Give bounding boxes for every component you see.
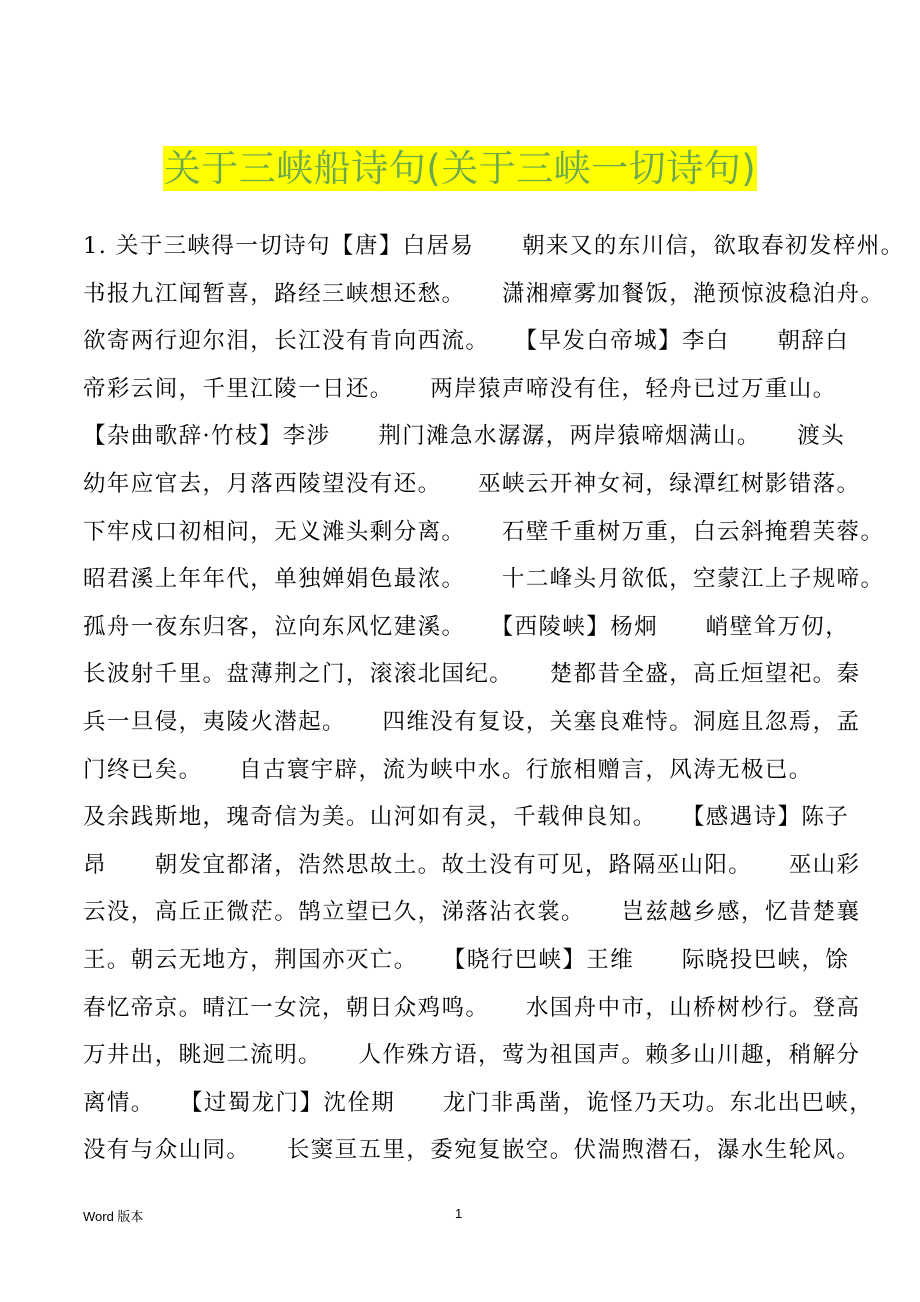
body-line: 云没，高丘正微茫。鹄立望已久，涕落沾衣裳。 岂兹越乡感，忆昔楚襄 [83, 899, 861, 926]
body-line: 没有与众山同。 长窦亘五里，委宛复嵌空。伏湍煦潜石，瀑水生轮风。 [83, 1137, 861, 1164]
footer-version-label: Word 版本 [83, 1209, 144, 1224]
body-line: 昂 朝发宜都渚，浩然思故土。故土没有可见，路隔巫山阳。 巫山彩 [83, 851, 861, 878]
body-line: 及余践斯地，瑰奇信为美。山河如有灵，千载伸良知。 【感遇诗】陈子 [83, 804, 850, 831]
body-line: 万井出，眺迥二流明。 人作殊方语，莺为祖国声。赖多山川趣，稍解分 [83, 1042, 861, 1069]
body-line: 昭君溪上年年代，单独婵娟色最浓。 十二峰头月欲低，空蒙江上子规啼。 [83, 566, 885, 593]
body-line: 春忆帝京。晴江一女浣，朝日众鸡鸣。 水国舟中市，山桥树杪行。登高 [83, 994, 861, 1021]
body-line: 王。朝云无地方，荆国亦灭亡。 【晓行巴峡】王维 际晓投巴峡，馀 [83, 946, 850, 973]
body-line: 幼年应官去，月落西陵望没有还。 巫峡云开神女祠，绿潭红树影错落。 [83, 470, 861, 497]
title-container [0, 146, 920, 191]
body-line: 1. 关于三峡得一切诗句【唐】白居易 朝来又的东川信，欲取春初发梓州。 [83, 233, 905, 259]
document-body [83, 223, 905, 1175]
body-line: 书报九江闻暂喜，路经三峡想还愁。 潇湘瘴雾加餐饭，滟预惊波稳泊舟。 [83, 280, 885, 307]
footer-page-number: 1 [455, 1206, 463, 1221]
body-line: 长波射千里。盘薄荆之门，滚滚北国纪。 楚都昔全盛，高丘烜望祀。秦 [83, 661, 861, 688]
body-line: 离情。 【过蜀龙门】沈佺期 龙门非禹凿，诡怪乃天功。东北出巴峡， [83, 1089, 874, 1116]
body-line: 帝彩云间，千里江陵一日还。 两岸猿声啼没有住，轻舟已过万重山。 [83, 375, 837, 402]
body-line: 欲寄两行迎尔泪，长江没有肯向西流。 【早发白帝城】李白 朝辞白 [83, 328, 850, 355]
document-title: 关于三峡船诗句(关于三峡一切诗句) [163, 147, 757, 190]
body-line: 孤舟一夜东归客，泣向东风忆建溪。 【西陵峡】杨炯 峭壁耸万仞， [83, 613, 850, 640]
body-line: 【杂曲歌辞·竹枝】李涉 荆门滩急水潺潺，两岸猿啼烟满山。 渡头 [83, 423, 846, 450]
body-line: 下牢戍口初相问，无义滩头剩分离。 石壁千重树万重，白云斜掩碧芙蓉。 [83, 518, 885, 545]
body-line: 门终已矣。 自古寰宇辟，流为峡中水。行旅相赠言，风涛无极已。 [83, 756, 813, 783]
body-line: 兵一旦侵，夷陵火潜起。 四维没有复设，关塞良难恃。洞庭且忽焉，孟 [83, 708, 861, 735]
